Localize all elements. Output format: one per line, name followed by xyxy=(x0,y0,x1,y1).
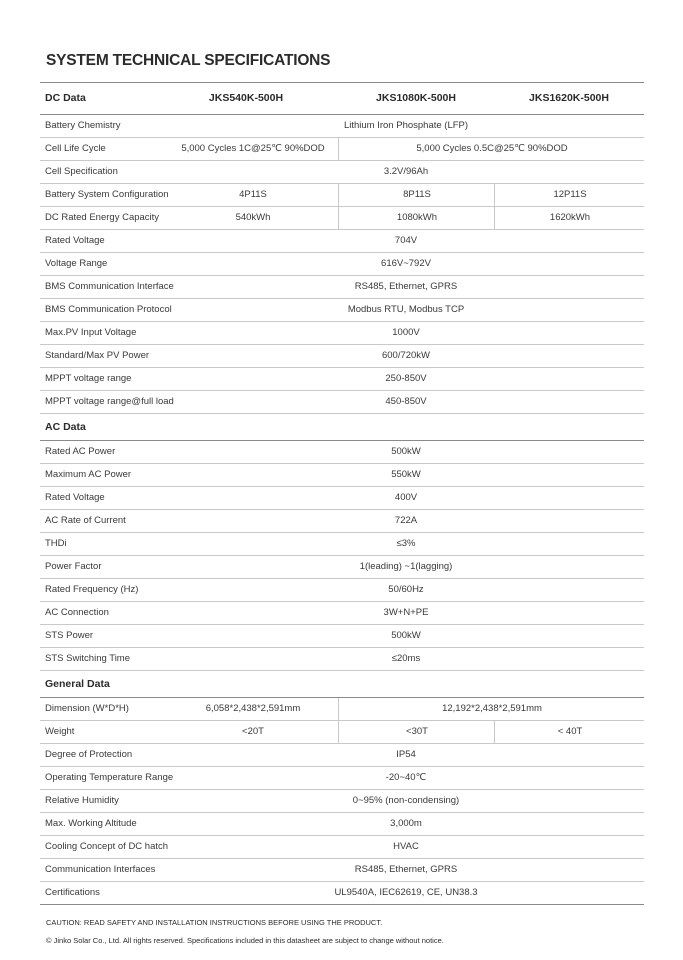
table-row xyxy=(40,184,644,207)
row-value: HVAC xyxy=(393,841,419,852)
row-value: 5,000 Cycles 0.5C@25℃ 90%DOD xyxy=(338,138,645,160)
table-row xyxy=(40,698,644,721)
table-row xyxy=(40,510,644,533)
table-row xyxy=(40,322,644,345)
row-value: <30T xyxy=(338,721,495,743)
row-label: Cooling Concept of DC hatch xyxy=(45,841,169,852)
row-value: 540kWh xyxy=(235,212,271,223)
table-row xyxy=(40,207,644,230)
row-value: Modbus RTU, Modbus TCP xyxy=(347,304,465,315)
row-label: Rated Voltage xyxy=(45,235,105,246)
row-label: Voltage Range xyxy=(45,258,108,269)
table-header xyxy=(40,82,644,115)
row-value: 1000V xyxy=(392,327,420,338)
table-row xyxy=(40,836,644,859)
model-header: JKS540K-500H xyxy=(208,92,284,104)
table-row xyxy=(40,744,644,767)
row-value: -20~40℃ xyxy=(385,772,427,783)
row-label: Weight xyxy=(45,726,75,737)
row-label: THDi xyxy=(45,538,67,549)
table-row xyxy=(40,138,644,161)
row-value: 600/720kW xyxy=(381,350,431,361)
page-title: SYSTEM TECHNICAL SPECIFICATIONS xyxy=(46,52,331,69)
row-value: 400V xyxy=(394,492,418,503)
model-header: JKS1080K-500H xyxy=(376,92,456,104)
row-label: MPPT voltage range@full load xyxy=(45,396,174,407)
table-row xyxy=(40,579,644,602)
table-row xyxy=(40,533,644,556)
row-value: ≤3% xyxy=(396,538,416,549)
row-value: 0~95% (non-condensing) xyxy=(352,795,460,806)
row-label: MPPT voltage range xyxy=(45,373,132,384)
row-label: Cell Life Cycle xyxy=(45,143,106,154)
row-label: Degree of Protection xyxy=(45,749,133,760)
caution-note: CAUTION: READ SAFETY AND INSTALLATION INSTRUCTIONS BEFORE USING THE PRODUCT. xyxy=(46,918,383,927)
row-value: 3,000m xyxy=(390,818,422,829)
table-row xyxy=(40,882,644,905)
row-label: STS Power xyxy=(45,630,94,641)
row-value: 550kW xyxy=(391,469,421,480)
row-label: Operating Temperature Range xyxy=(45,772,174,783)
row-value: 722A xyxy=(394,515,418,526)
row-value: 250-850V xyxy=(385,373,427,384)
table-row xyxy=(40,625,644,648)
row-label: Rated Frequency (Hz) xyxy=(45,584,139,595)
table-row xyxy=(40,648,644,671)
model-header: JKS1620K-500H xyxy=(529,92,609,104)
table-row xyxy=(40,253,644,276)
row-value: 50/60Hz xyxy=(388,584,424,595)
row-label: BMS Communication Protocol xyxy=(45,304,172,315)
row-label: Standard/Max PV Power xyxy=(45,350,150,361)
row-label: Dimension (W*D*H) xyxy=(45,703,129,714)
row-label: BMS Communication Interface xyxy=(45,281,174,292)
row-label: Certifications xyxy=(45,887,100,898)
row-value: 5,000 Cycles 1C@25℃ 90%DOD xyxy=(181,143,325,154)
section-title-dc: DC Data xyxy=(45,92,86,104)
row-label: STS Switching Time xyxy=(45,653,130,664)
row-value: <20T xyxy=(242,726,264,737)
table-row xyxy=(40,813,644,836)
row-value: UL9540A, IEC62619, CE, UN38.3 xyxy=(334,887,478,898)
row-value: 1(leading) ~1(lagging) xyxy=(359,561,453,572)
row-label: Power Factor xyxy=(45,561,102,572)
row-value: 1080kWh xyxy=(338,207,495,229)
row-label: Rated AC Power xyxy=(45,446,116,457)
table-row xyxy=(40,345,644,368)
row-value: < 40T xyxy=(494,721,645,743)
row-value: 4P11S xyxy=(239,189,267,200)
row-label: Maximum AC Power xyxy=(45,469,132,480)
row-value: 12P11S xyxy=(494,184,645,206)
row-label: Battery Chemistry xyxy=(45,120,121,131)
table-row xyxy=(40,721,644,744)
row-value: 6,058*2,438*2,591mm xyxy=(205,703,301,714)
table-row xyxy=(40,276,644,299)
section-title-general: General Data xyxy=(45,678,110,690)
row-value: 12,192*2,438*2,591mm xyxy=(338,698,645,720)
row-label: Cell Specification xyxy=(45,166,118,177)
row-value: 1620kWh xyxy=(494,207,645,229)
row-value: 616V~792V xyxy=(381,258,431,269)
spec-table xyxy=(40,82,644,905)
row-label: AC Rate of Current xyxy=(45,515,126,526)
row-label: AC Connection xyxy=(45,607,109,618)
row-label: Battery System Configuration xyxy=(45,189,169,200)
table-row xyxy=(40,161,644,184)
table-row xyxy=(40,391,644,414)
table-row xyxy=(40,464,644,487)
table-row xyxy=(40,790,644,813)
table-row xyxy=(40,230,644,253)
row-label: Rated Voltage xyxy=(45,492,105,503)
row-value: 500kW xyxy=(391,446,421,457)
section-header-general xyxy=(40,671,644,698)
table-row xyxy=(40,767,644,790)
row-value: RS485, Ethernet, GPRS xyxy=(354,864,458,875)
row-value: 450-850V xyxy=(385,396,427,407)
row-value: 500kW xyxy=(391,630,421,641)
row-value: 8P11S xyxy=(338,184,495,206)
row-value: 3W+N+PE xyxy=(383,607,429,618)
row-label: Relative Humidity xyxy=(45,795,119,806)
table-row xyxy=(40,556,644,579)
table-row xyxy=(40,859,644,882)
row-label: Max.PV Input Voltage xyxy=(45,327,137,338)
table-row xyxy=(40,115,644,138)
row-label: Max. Working Altitude xyxy=(45,818,137,829)
row-label: Communication Interfaces xyxy=(45,864,156,875)
row-value: ≤20ms xyxy=(391,653,421,664)
row-value: 3.2V/96Ah xyxy=(383,166,429,177)
row-value: Lithium Iron Phosphate (LFP) xyxy=(343,120,469,131)
section-title-ac: AC Data xyxy=(45,421,86,433)
copyright-note: © Jinko Solar Co., Ltd. All rights reserved. Specifications included in this datasheet are subject to change without notice. xyxy=(46,936,444,945)
table-row xyxy=(40,368,644,391)
row-value: 704V xyxy=(394,235,418,246)
row-value: IP54 xyxy=(396,749,416,760)
table-row xyxy=(40,299,644,322)
row-label: DC Rated Energy Capacity xyxy=(45,212,160,223)
table-row xyxy=(40,602,644,625)
table-row xyxy=(40,441,644,464)
table-row xyxy=(40,487,644,510)
section-header-ac xyxy=(40,414,644,441)
row-value: RS485, Ethernet, GPRS xyxy=(354,281,458,292)
